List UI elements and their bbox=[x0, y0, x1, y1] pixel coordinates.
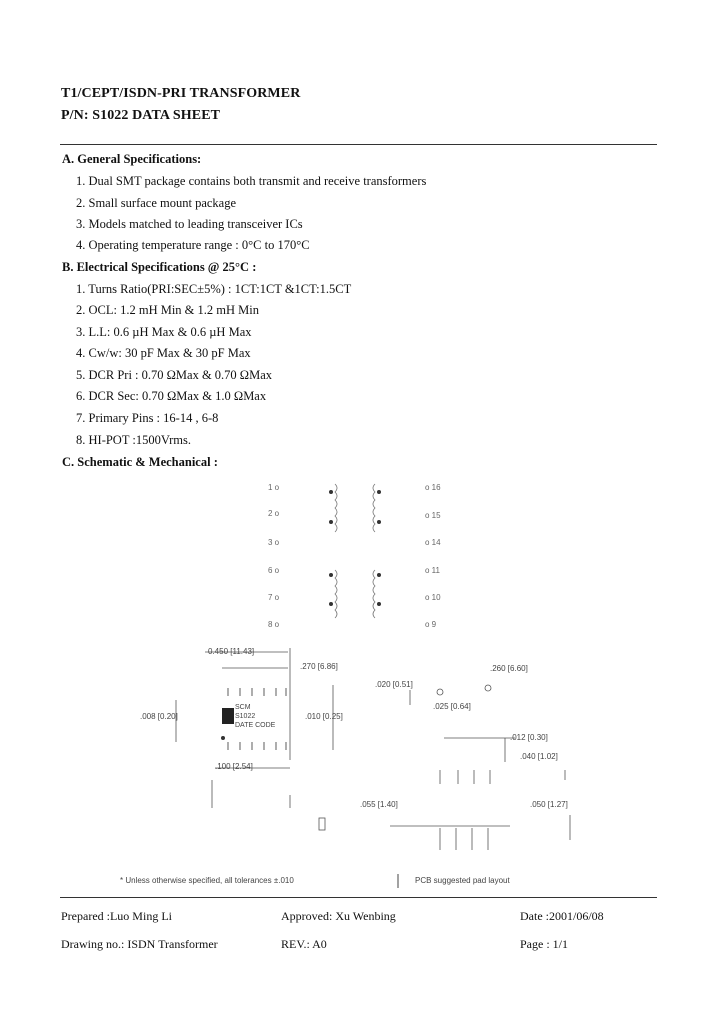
electrical-item: 1. Turns Ratio(PRI:SEC±5%) : 1CT:1CT &1CT:1.5CT bbox=[76, 282, 352, 296]
schematic-heading: C. Schematic & Mechanical : bbox=[62, 455, 218, 469]
dim-gull-wing: .020 [0.51] bbox=[375, 680, 413, 689]
general-item: 4. Operating temperature range : 0°C to 170°C bbox=[76, 238, 310, 252]
dim-land-w: .050 [1.27] bbox=[530, 800, 568, 809]
tolerance-note: * Unless otherwise specified, all tolerances ±.010 bbox=[120, 876, 294, 885]
drawing-number: Drawing no.: ISDN Transformer bbox=[61, 937, 218, 951]
svg-text:2 o: 2 o bbox=[268, 509, 280, 518]
dim-pitch: .100 [2.54] bbox=[215, 762, 253, 771]
general-item: 2. Small surface mount package bbox=[76, 196, 237, 210]
svg-text:o 10: o 10 bbox=[425, 593, 441, 602]
dim-foot-a: .025 [0.64] bbox=[433, 702, 471, 711]
part-marking: SCM S1022 DATE CODE bbox=[235, 704, 276, 729]
electrical-item: 8. HI-POT :1500Vrms. bbox=[76, 433, 191, 447]
page-title: T1/CEPT/ISDN-PRI TRANSFORMER bbox=[61, 86, 301, 101]
svg-text:o 15: o 15 bbox=[425, 511, 441, 520]
general-heading: A. General Specifications: bbox=[62, 152, 202, 166]
electrical-heading: B. Electrical Specifications @ 25°C : bbox=[62, 260, 257, 274]
page-number: Page : 1/1 bbox=[520, 937, 568, 951]
pcb-note: PCB suggested pad layout bbox=[415, 876, 510, 885]
dim-side-b: .010 [0.25] bbox=[305, 712, 343, 721]
svg-text:o 14: o 14 bbox=[425, 538, 441, 547]
electrical-item: 4. Cw/w: 30 pF Max & 30 pF Max bbox=[76, 346, 251, 360]
dim-body-width: .270 [6.86] bbox=[300, 662, 338, 671]
dim-foot-b: .012 [0.30] bbox=[510, 733, 548, 742]
prepared-by: Prepared :Luo Ming Li bbox=[61, 909, 172, 923]
svg-text:o 11: o 11 bbox=[425, 566, 440, 575]
part-number: P/N: S1022 DATA SHEET bbox=[61, 108, 221, 123]
revision: REV.: A0 bbox=[281, 937, 327, 951]
dim-top-width: 0.450 [11.43] bbox=[208, 647, 255, 656]
dim-pad-len: .055 [1.40] bbox=[360, 800, 398, 809]
electrical-item: 2. OCL: 1.2 mH Min & 1.2 mH Min bbox=[76, 303, 259, 317]
svg-text:1 o: 1 o bbox=[268, 483, 280, 492]
electrical-item: 6. DCR Sec: 0.70 ΩMax & 1.0 ΩMax bbox=[76, 389, 267, 403]
dim-lead-len: .040 [1.02] bbox=[520, 752, 558, 761]
dim-height: .260 [6.60] bbox=[490, 664, 528, 673]
svg-text:6 o: 6 o bbox=[268, 566, 280, 575]
general-item: 3. Models matched to leading transceiver ICs bbox=[76, 217, 303, 231]
approved-by: Approved: Xu Wenbing bbox=[281, 909, 396, 923]
svg-text:3 o: 3 o bbox=[268, 538, 280, 547]
schematic-mechanical-drawing bbox=[0, 470, 720, 890]
general-item: 1. Dual SMT package contains both transmit and receive transformers bbox=[76, 174, 427, 188]
footer-divider bbox=[60, 897, 657, 898]
svg-text:8 o: 8 o bbox=[268, 620, 280, 629]
svg-text:o 9: o 9 bbox=[425, 620, 437, 629]
svg-text:7 o: 7 o bbox=[268, 593, 280, 602]
electrical-item: 7. Primary Pins : 16-14 , 6-8 bbox=[76, 411, 219, 425]
date: Date :2001/06/08 bbox=[520, 909, 604, 923]
electrical-item: 3. L.L: 0.6 µH Max & 0.6 µH Max bbox=[76, 325, 252, 339]
dim-side-a: .008 [0.20] bbox=[140, 712, 178, 721]
electrical-item: 5. DCR Pri : 0.70 ΩMax & 0.70 ΩMax bbox=[76, 368, 273, 382]
svg-text:o 16: o 16 bbox=[425, 483, 441, 492]
header-divider bbox=[60, 144, 657, 145]
